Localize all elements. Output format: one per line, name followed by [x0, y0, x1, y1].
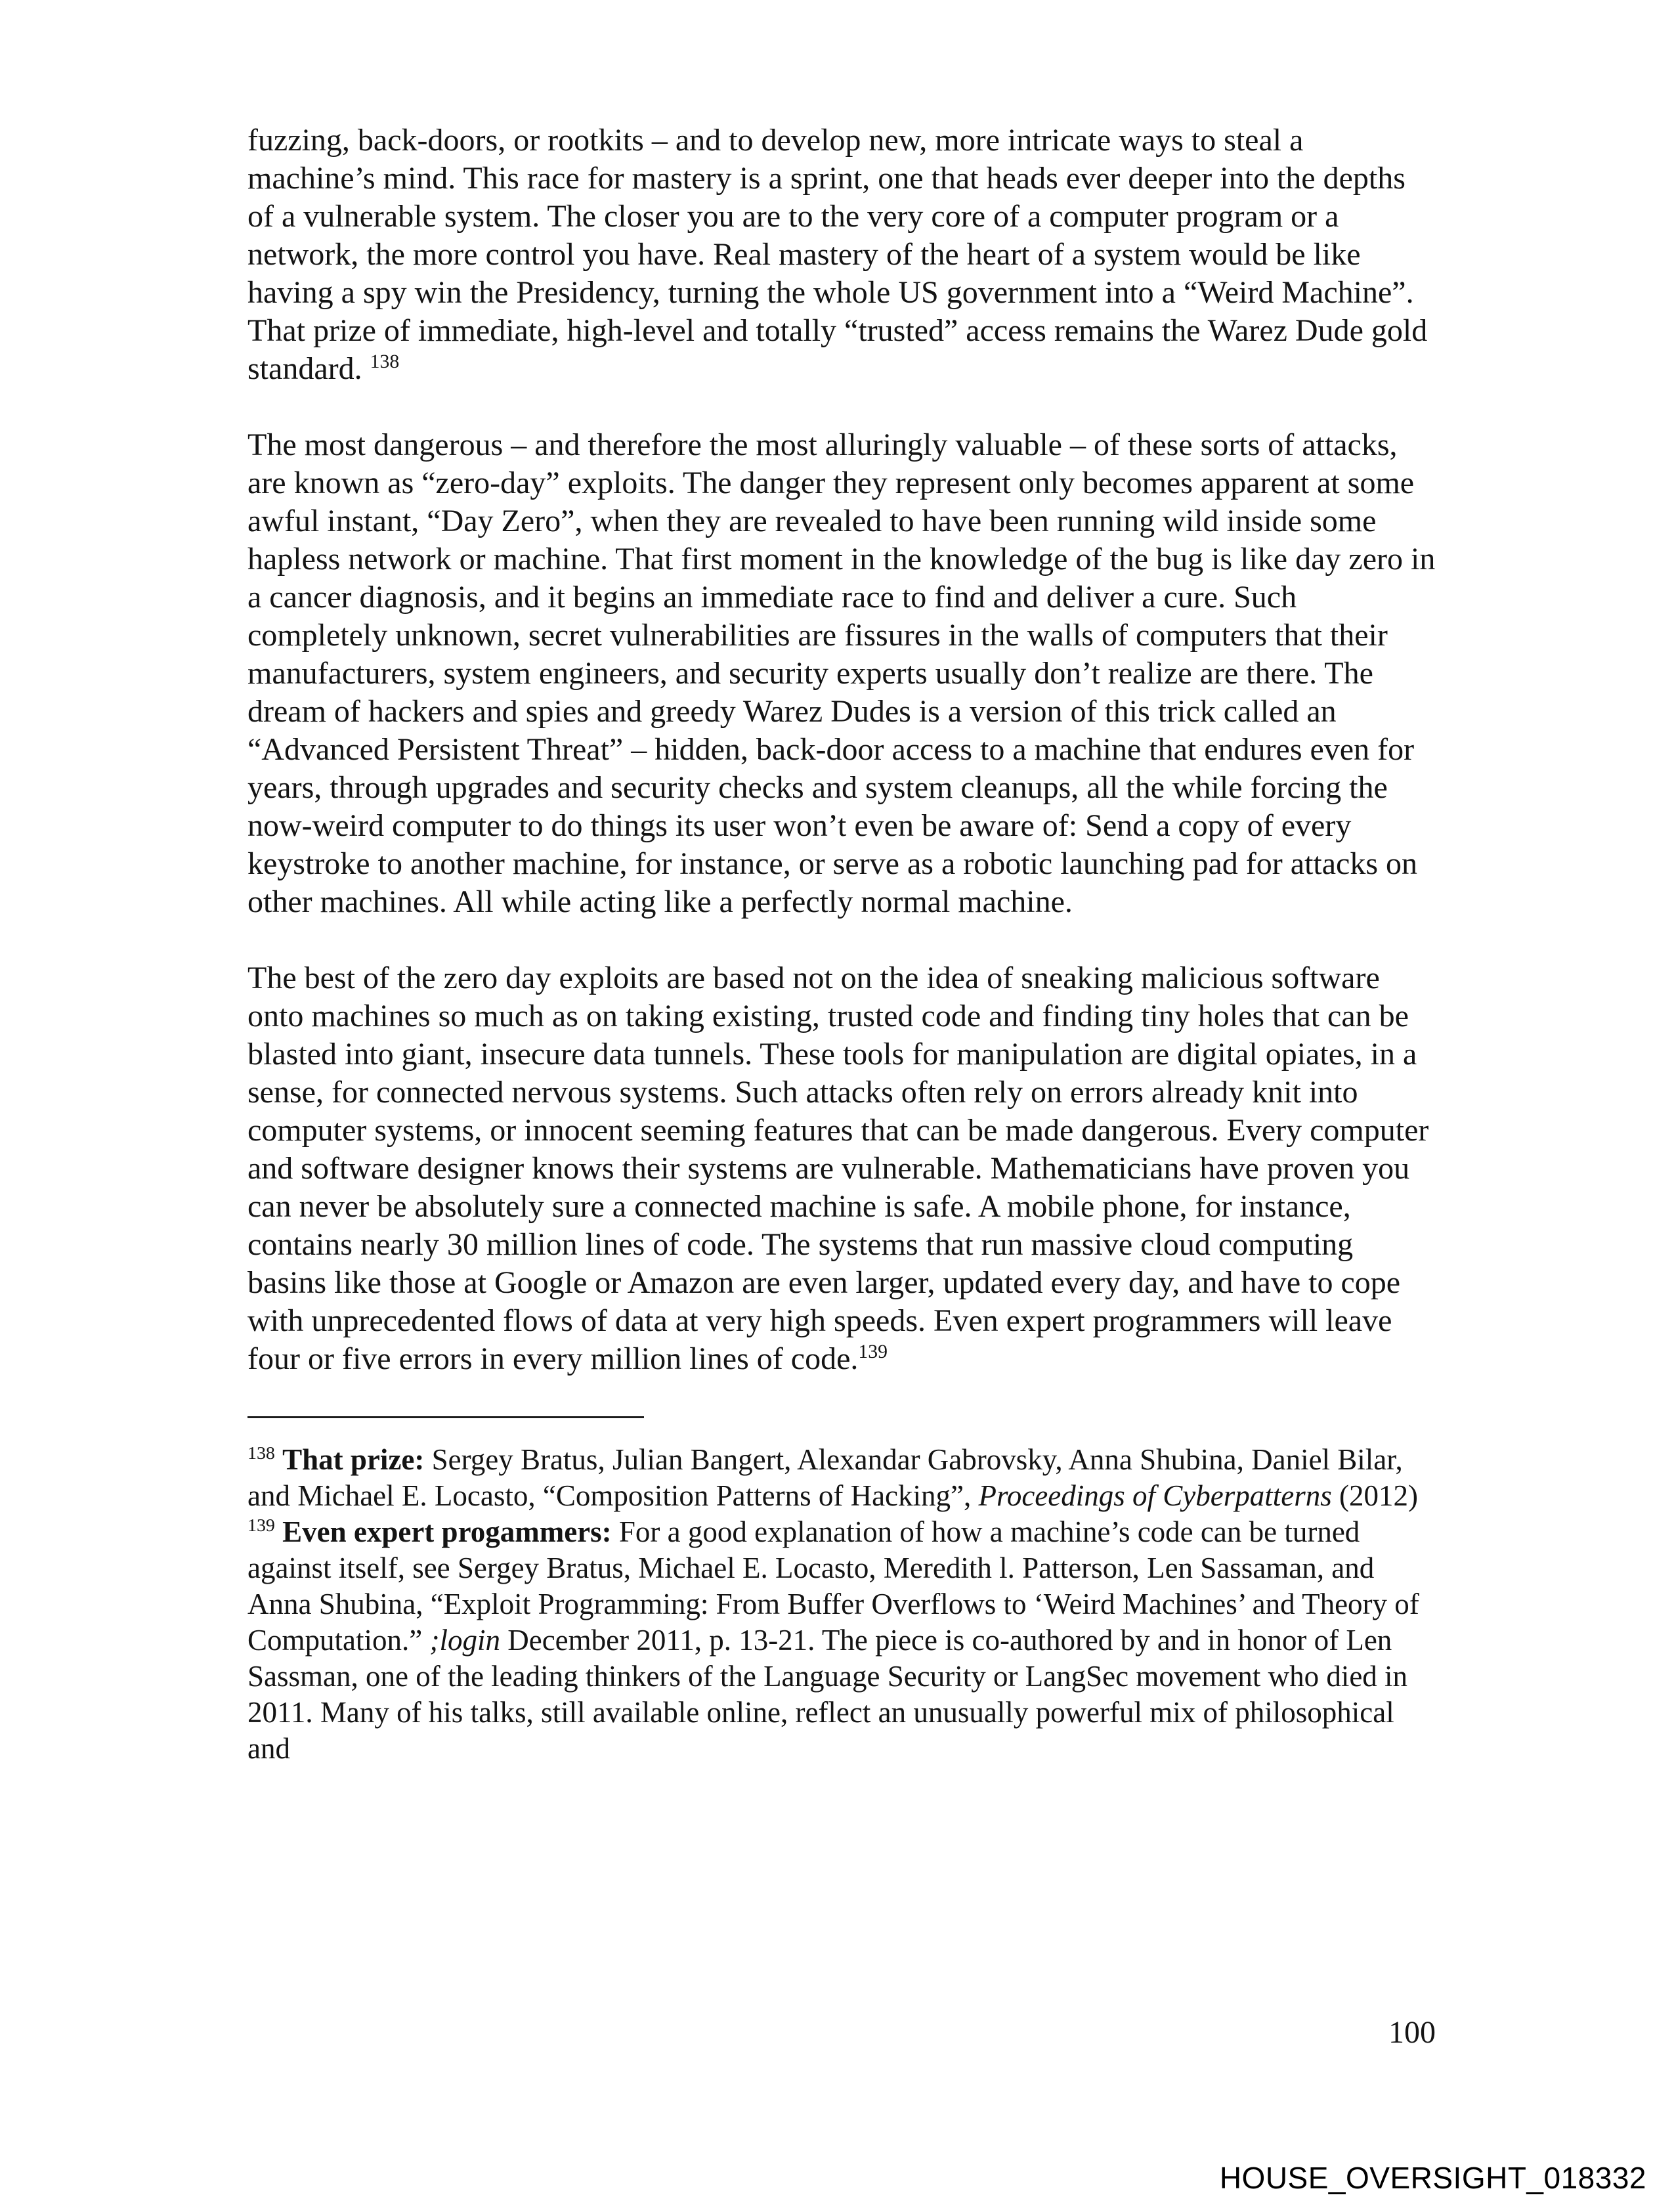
footnote-139-italic-title: ;login — [429, 1624, 500, 1657]
page-number: 100 — [1388, 2015, 1436, 2050]
footnote-139-text: For a good explanation of how a machine’s code can be turned against itself, see Sergey Bratus, Michael E. Locasto, Meredith l. Patterson, Len Sassaman, and Anna Shubina, “Exploit Programming: From Buffer Overflows to ‘Weird Machines’ and Theory of Computation.” — [247, 1515, 1419, 1657]
footnote-138-label: That prize: — [282, 1443, 425, 1476]
paragraph-2-text: The most dangerous – and therefore the most alluringly valuable – of these sorts of attacks, are known as “zero-day” exploits. The danger they represent only becomes apparent at some awful instant, “Day Zero”, when they are revealed to have been running wild inside some hapless network or machine. That first moment in the knowledge of the bug is like day zero in a cancer diagnosis, and it begins an immediate race to find and deliver a cure. Such completely unknown, secret vulnerabilities are fissures in the walls of computers that their manufacturers, system engineers, and security experts usually don’t realize are there. The dream of hackers and spies and greedy Warez Dudes is a version of this trick called an “Advanced Persistent Threat” – hidden, back-door access to a machine that endures even for years, through upgrades and security checks and system cleanups, all the while forcing the now-weird computer to do things its user won’t even be aware of: Send a copy of every keystroke to another machine, for instance, or serve as a robotic launching pad for attacks on other machines. All while acting like a perfectly normal machine. — [247, 427, 1436, 919]
page-body-text — [247, 121, 1436, 1767]
footnote-ref-139: 139 — [858, 1341, 888, 1362]
paragraph-1 — [247, 121, 1436, 388]
footnote-139-marker: 139 — [247, 1515, 275, 1536]
footnote-139-label: Even expert progammers: — [282, 1515, 612, 1548]
paragraph-1-text: fuzzing, back-doors, or rootkits – and to develop new, more intricate ways to steal a machine’s mind. This race for mastery is a sprint, one that heads ever deeper into the depths of a vulnerable system. The closer you are to the very core of a computer program or a network, the more control you have. Real mastery of the heart of a system would be like having a spy win the Presidency, turning the whole US government into a “Weird Machine”. That prize of immediate, high-level and totally “trusted” access remains the Warez Dude gold standard. — [247, 123, 1428, 386]
footnote-139-text-tail: December 2011, p. 13-21. The piece is co-authored by and in honor of Len Sassman, one of the leading thinkers of the Language Security or LangSec movement who died in 2011. Many of his talks, still available online, reflect an unusually powerful mix of philosophical and — [247, 1624, 1408, 1765]
footnote-ref-138: 138 — [370, 351, 400, 372]
paragraph-3 — [247, 959, 1436, 1378]
footnote-138-text: Sergey Bratus, Julian Bangert, Alexandar Gabrovsky, Anna Shubina, Daniel Bilar, and Michael E. Locasto, “Composition Patterns of Hacking”, — [247, 1443, 1403, 1512]
bates-stamp: HOUSE_OVERSIGHT_018332 — [1219, 2161, 1646, 2195]
footnote-139 — [247, 1514, 1436, 1767]
footnote-138-marker: 138 — [247, 1443, 275, 1464]
footnote-138 — [247, 1442, 1436, 1514]
footnote-138-italic-title: Proceedings of Cyberpatterns — [978, 1479, 1332, 1512]
footnote-area — [247, 1442, 1436, 1767]
paragraph-3-text: The best of the zero day exploits are based not on the idea of sneaking malicious software onto machines so much as on taking existing, trusted code and finding tiny holes that can be blasted into giant, insecure data tunnels. These tools for manipulation are digital opiates, in a sense, for connected nervous systems. Such attacks often rely on errors already knit into computer systems, or innocent seeming features that can be made dangerous. Every computer and software designer knows their systems are vulnerable. Mathematicians have proven you can never be absolutely sure a connected machine is safe. A mobile phone, for instance, contains nearly 30 million lines of code. The systems that run massive cloud computing basins like those at Google or Amazon are even larger, updated every day, and have to cope with unprecedented flows of data at very high speeds. Even expert programmers will leave four or five errors in every million lines of code. — [247, 961, 1429, 1376]
paragraph-2 — [247, 426, 1436, 921]
footnote-separator — [247, 1416, 644, 1418]
footnote-138-text-tail: (2012) — [1331, 1479, 1418, 1512]
